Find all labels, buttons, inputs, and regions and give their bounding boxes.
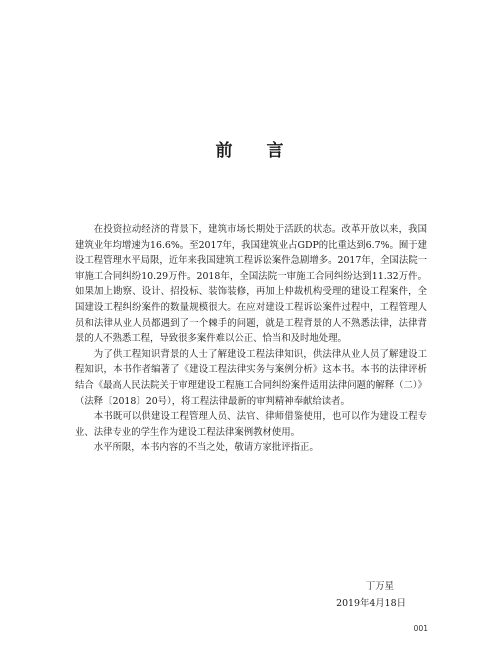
- paragraph: 为了供工程知识背景的人士了解建设工程法律知识，供法律从业人员了解建设工程知识，本书作者编著了《建设工程法律实务与案例分析》这本书。本书的法律评析结合《最高人民法院关于审理建设工程施工合同纠纷案件适用法律问题的解释（二）》（法释〔2018〕20号），将工程法律最新的审判精神奉献给读者。: [75, 348, 427, 407]
- signature-block: [306, 578, 406, 612]
- signature-date: 2019年4月18日: [336, 598, 406, 609]
- paragraph: 在投资拉动经济的背景下，建筑市场长期处于活跃的状态。改革开放以来，我国建筑业年均增速为16.6%。至2017年，我国建筑业占GDP的比重达到6.7%。囿于建设工程管理水平局限，近年来我国建筑工程诉讼案件急剧增多。2017年，全国法院一审施工合同纠纷10.29万件。2018年，全国法院一审施工合同纠纷达到11.32万件。如果加上勘察、设计、招投标、装饰装修，再加上仲裁机构受理的建设工程案件，全国建设工程纠纷案件的数量规模很大。在应对建设工程诉讼案件过程中，工程管理人员和法律从业人员都遇到了一个棘手的问题，就是工程背景的人不熟悉法律，法律背景的人不熟悉工程，导致很多案件难以公正、恰当和及时地处理。: [75, 224, 427, 345]
- preface-body: [75, 222, 427, 456]
- paragraph: 本书既可以供建设工程管理人员、法官、律师借鉴使用，也可以作为建设工程专业、法律专业的学生作为建设工程法律案例教材使用。: [75, 411, 427, 438]
- page-title: 前 言: [215, 141, 298, 161]
- author-name: 丁万星: [365, 581, 394, 592]
- page-number: 001: [413, 624, 428, 633]
- paragraph: 水平所限，本书内容的不当之处，敬请方家批评指正。: [93, 442, 319, 454]
